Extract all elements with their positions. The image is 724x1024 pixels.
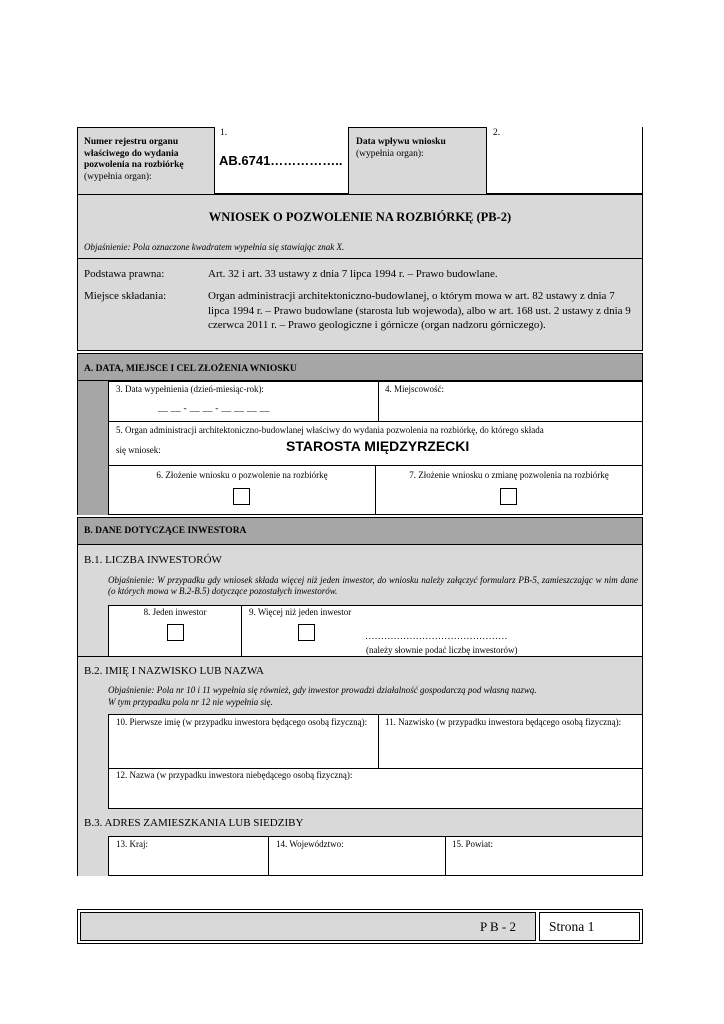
section-a-margin [78,381,108,515]
b2-explanation-a: Objaśnienie: Pola nr 10 i 11 wypełnia się również, gdy inwestor prowadzi działalność gospodarczą pod własną nazwą. [108,685,537,695]
form-title: WNIOSEK O POZWOLENIE NA ROZBIÓRKĘ (PB-2) [208,210,512,224]
field-9-dots[interactable]: ……………………………………… [365,632,508,642]
footer-inner [80,912,536,941]
field-5-label-a: 5. Organ administracji architektoniczno-budowlanej właściwy do wydania pozwolenia na rozbiórkę, do którego składa [116,425,544,435]
field-6-label: 6. Złożenie wniosku o pozwolenie na rozbiórkę [156,470,328,480]
field-5-label-b: się wniosek: [116,445,161,455]
basis-text: Art. 32 i art. 33 ustawy z dnia 7 lipca 1994 r. – Prawo budowlane. [208,268,498,280]
b2-explanation-b: W tym przypadku pola nr 12 nie wypełnia się. [108,697,273,707]
field-10-label: 10. Pierwsze imię (w przypadku inwestora będącego osobą fizyczną): [116,717,368,727]
b1-title: B.1. LICZBA INWESTORÓW [84,554,222,566]
field-8-checkbox[interactable] [167,624,184,641]
field-7-checkbox[interactable] [500,488,517,505]
section-a-title: A. DATA, MIEJSCE I CEL ZŁOŻENIA WNIOSKU [84,364,297,374]
place-text: Organ administracji architektoniczno-budowlanej, o którym mowa w art. 82 ustawy z dnia 7 lipca 1994 r. – Prawo budowlane (starosta lub wojewoda), albo w art. 168 ust. 2 ustawy z dnia 9 czerwca 2011 r. – Prawo geologiczne i górnicze (organ nadzoru górniczego). [208,290,631,331]
field-1-value: AB.6741…………….. [219,153,343,168]
field-9-label: 9. Więcej niż jeden inwestor [249,607,352,617]
field-2-number: 2. [493,128,501,138]
basis-label: Podstawa prawna: [84,268,165,280]
date-sub: (wypełnia organ): [356,148,424,159]
field-15-label: 15. Powiat: [452,839,494,849]
b1-explanation: Objaśnienie: W przypadku gdy wniosek składa więcej niż jeden inwestor, do wniosku należy załączyć formularz PB-5, zamieszczając w nim dane (o których mowa w B.2-B.5) dotyczące pozostałych inwestorów. [108,575,638,596]
field-4-label: 4. Miejscowość: [385,384,444,394]
field-3-pattern: __ __ - __ __ - __ __ __ __ [158,404,270,414]
registry-label [84,137,214,183]
field-9-hint: (należy słownie podać liczbę inwestorów) [366,645,518,655]
b3-title: B.3. ADRES ZAMIESZKANIA LUB SIEDZIBY [84,817,304,829]
field-12-label: 12. Nazwa (w przypadku inwestora niebędącego osobą fizyczną): [116,770,353,780]
field-13-label: 13. Kraj: [116,839,148,849]
registry-label-text: Numer rejestru organu właściwego do wydania pozwolenia na rozbiórkę [84,137,184,170]
field-5-value: STAROSTA MIĘDZYRZECKI [286,438,470,454]
footer-page: Strona 1 [549,919,595,934]
field-8-label: 8. Jeden inwestor [143,607,207,617]
field-11-label: 11. Nazwisko (w przypadku inwestora będącego osobą fizyczną): [385,717,622,727]
field-2-date-received[interactable] [486,127,643,194]
field-6-checkbox[interactable] [233,488,250,505]
field-7-label: 7. Złożenie wniosku o zmianę pozwolenia na rozbiórkę [409,470,609,480]
b2-title: B.2. IMIĘ I NAZWISKO LUB NAZWA [84,665,264,677]
field-14-label: 14. Województwo: [276,839,344,849]
field-3-label: 3. Data wypełnienia (dzień-miesiąc-rok): [116,384,264,394]
title-explanation: Objaśnienie: Pola oznaczone kwadratem wypełnia się stawiając znak X. [84,242,345,252]
place-label: Miejsce składania: [84,290,167,302]
date-label-block [356,137,484,160]
footer-form-code: P B - 2 [480,919,516,934]
field-9-checkbox[interactable] [298,624,315,641]
registry-sub: (wypełnia organ): [84,171,152,182]
date-label: Data wpływu wniosku [356,137,446,147]
field-1-number: 1. [220,128,228,138]
section-b-title: B. DANE DOTYCZĄCE INWESTORA [84,526,247,536]
